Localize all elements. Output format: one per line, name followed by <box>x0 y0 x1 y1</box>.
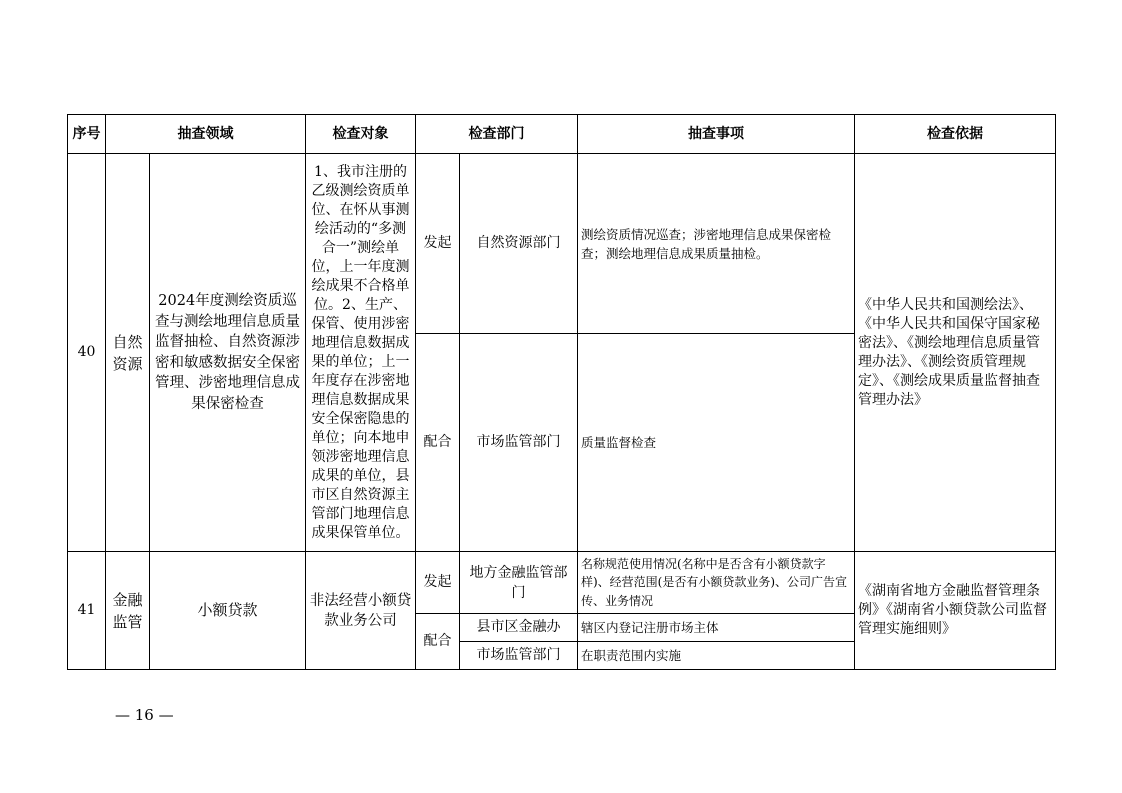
row-object: 1、我市注册的乙级测绘资质单位、在怀从事测绘活动的“多测合一”测绘单位，上一年度测绘成果不合格单位。2、生产、保管、使用涉密地理信息数据成果的单位；上一年度存在涉密地理信息数据成果安全保密隐患的单位；向本地申领涉密地理信息成果的单位，县市区自然资源主管部门地理信息成果保管单位。 <box>306 154 416 552</box>
dept-role: 发起 <box>416 552 460 614</box>
dept-role: 发起 <box>416 154 460 334</box>
dept-name: 市场监管部门 <box>460 334 578 552</box>
header-seq: 序号 <box>68 115 106 154</box>
dept-name: 县市区金融办 <box>460 614 578 642</box>
page-number: — 16 — <box>115 706 174 724</box>
inspection-table <box>67 114 1056 670</box>
dept-name: 市场监管部门 <box>460 642 578 670</box>
row-category: 自然资源 <box>106 154 150 552</box>
row-basis: 《湖南省地方金融监督管理条例》《湖南省小额贷款公司监督管理实施细则》 <box>855 552 1056 670</box>
row-object: 非法经营小额贷款业务公司 <box>306 552 416 670</box>
table-row <box>68 552 1056 614</box>
check-item: 辖区内登记注册市场主体 <box>578 614 855 642</box>
dept-name: 自然资源部门 <box>460 154 578 334</box>
row-area: 2024年度测绘资质巡查与测绘地理信息质量监督抽检、自然资源涉密和敏感数据安全保密管理、涉密地理信息成果保密检查 <box>150 154 306 552</box>
row-seq: 41 <box>68 552 106 670</box>
dept-role: 配合 <box>416 334 460 552</box>
row-seq: 40 <box>68 154 106 552</box>
header-area: 抽查领域 <box>106 115 306 154</box>
header-basis: 检查依据 <box>855 115 1056 154</box>
table-row <box>68 154 1056 334</box>
row-area: 小额贷款 <box>150 552 306 670</box>
check-item: 在职责范围内实施 <box>578 642 855 670</box>
check-item: 测绘资质情况巡查；涉密地理信息成果保密检查；测绘地理信息成果质量抽检。 <box>578 154 855 334</box>
dept-name: 地方金融监管部门 <box>460 552 578 614</box>
row-category: 金融监管 <box>106 552 150 670</box>
dept-role: 配合 <box>416 614 460 670</box>
header-row <box>68 115 1056 154</box>
row-basis: 《中华人民共和国测绘法》、《中华人民共和国保守国家秘密法》、《测绘地理信息质量管理办法》、《测绘资质管理规定》、《测绘成果质量监督抽查管理办法》 <box>855 154 1056 552</box>
header-items: 抽查事项 <box>578 115 855 154</box>
check-item: 名称规范使用情况(名称中是否含有小额贷款字样)、经营范围(是否有小额贷款业务)、公司广告宣传、业务情况 <box>578 552 855 614</box>
header-dept: 检查部门 <box>416 115 578 154</box>
check-item: 质量监督检查 <box>578 334 855 552</box>
header-object: 检查对象 <box>306 115 416 154</box>
